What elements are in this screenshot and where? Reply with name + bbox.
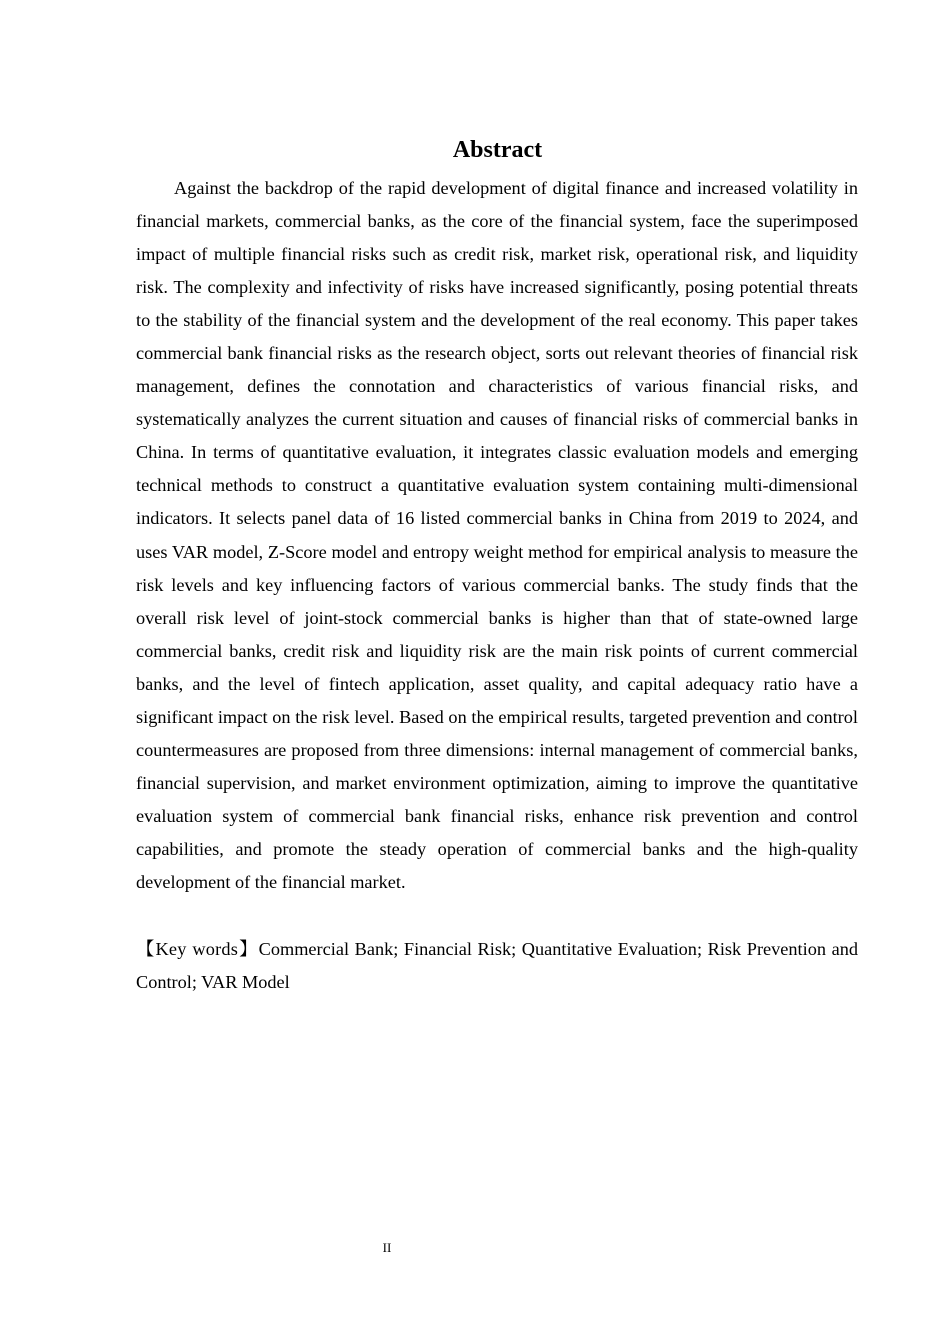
abstract-paragraph: Against the backdrop of the rapid development of digital finance and increased volatility in financial markets, commercial banks, as the core of the financial system, face the superimposed impact of multiple financial risks such as credit risk, market risk, operational risk, and liquidity risk. The complexity and infectivity of risks have increased significantly, posing potential threats to the stability of the financial system and the development of the real economy. This paper takes commercial bank financial risks as the research object, sorts out relevant theories of financial risk management, defines the connotation and characteristics of various financial risks, and systematically analyzes the current situation and causes of financial risks of commercial banks in China. In terms of quantitative evaluation, it integrates classic evaluation models and emerging technical methods to construct a quantitative evaluation system containing multi-dimensional indicators. It selects panel data of 16 listed commercial banks in China from 2019 to 2024, and uses VAR model, Z-Score model and entropy weight method for empirical analysis to measure the risk levels and key influencing factors of various commercial banks. The study finds that the overall risk level of joint-stock commercial banks is higher than that of state-owned large commercial banks, credit risk and liquidity risk are the main risk points of current commercial banks, and the level of fintech application, asset quality, and capital adequacy ratio have a significant impact on the risk level. Based on the empirical results, targeted prevention and control countermeasures are proposed from three dimensions: internal management of commercial banks, financial supervision, and market environment optimization, aiming to improve the quantitative evaluation system of commercial bank financial risks, enhance risk prevention and control capabilities, and promote the steady operation of commercial banks and the high-quality development of the financial market. — [136, 178, 858, 892]
keywords-text: Commercial Bank; Financial Risk; Quantitative Evaluation; Risk Prevention and Control; VAR Model — [136, 939, 858, 993]
page-number: II — [382, 1240, 392, 1255]
keywords-line — [136, 933, 858, 999]
page-title: Abstract — [452, 137, 543, 163]
keywords-label: 【Key words】 — [136, 939, 259, 959]
